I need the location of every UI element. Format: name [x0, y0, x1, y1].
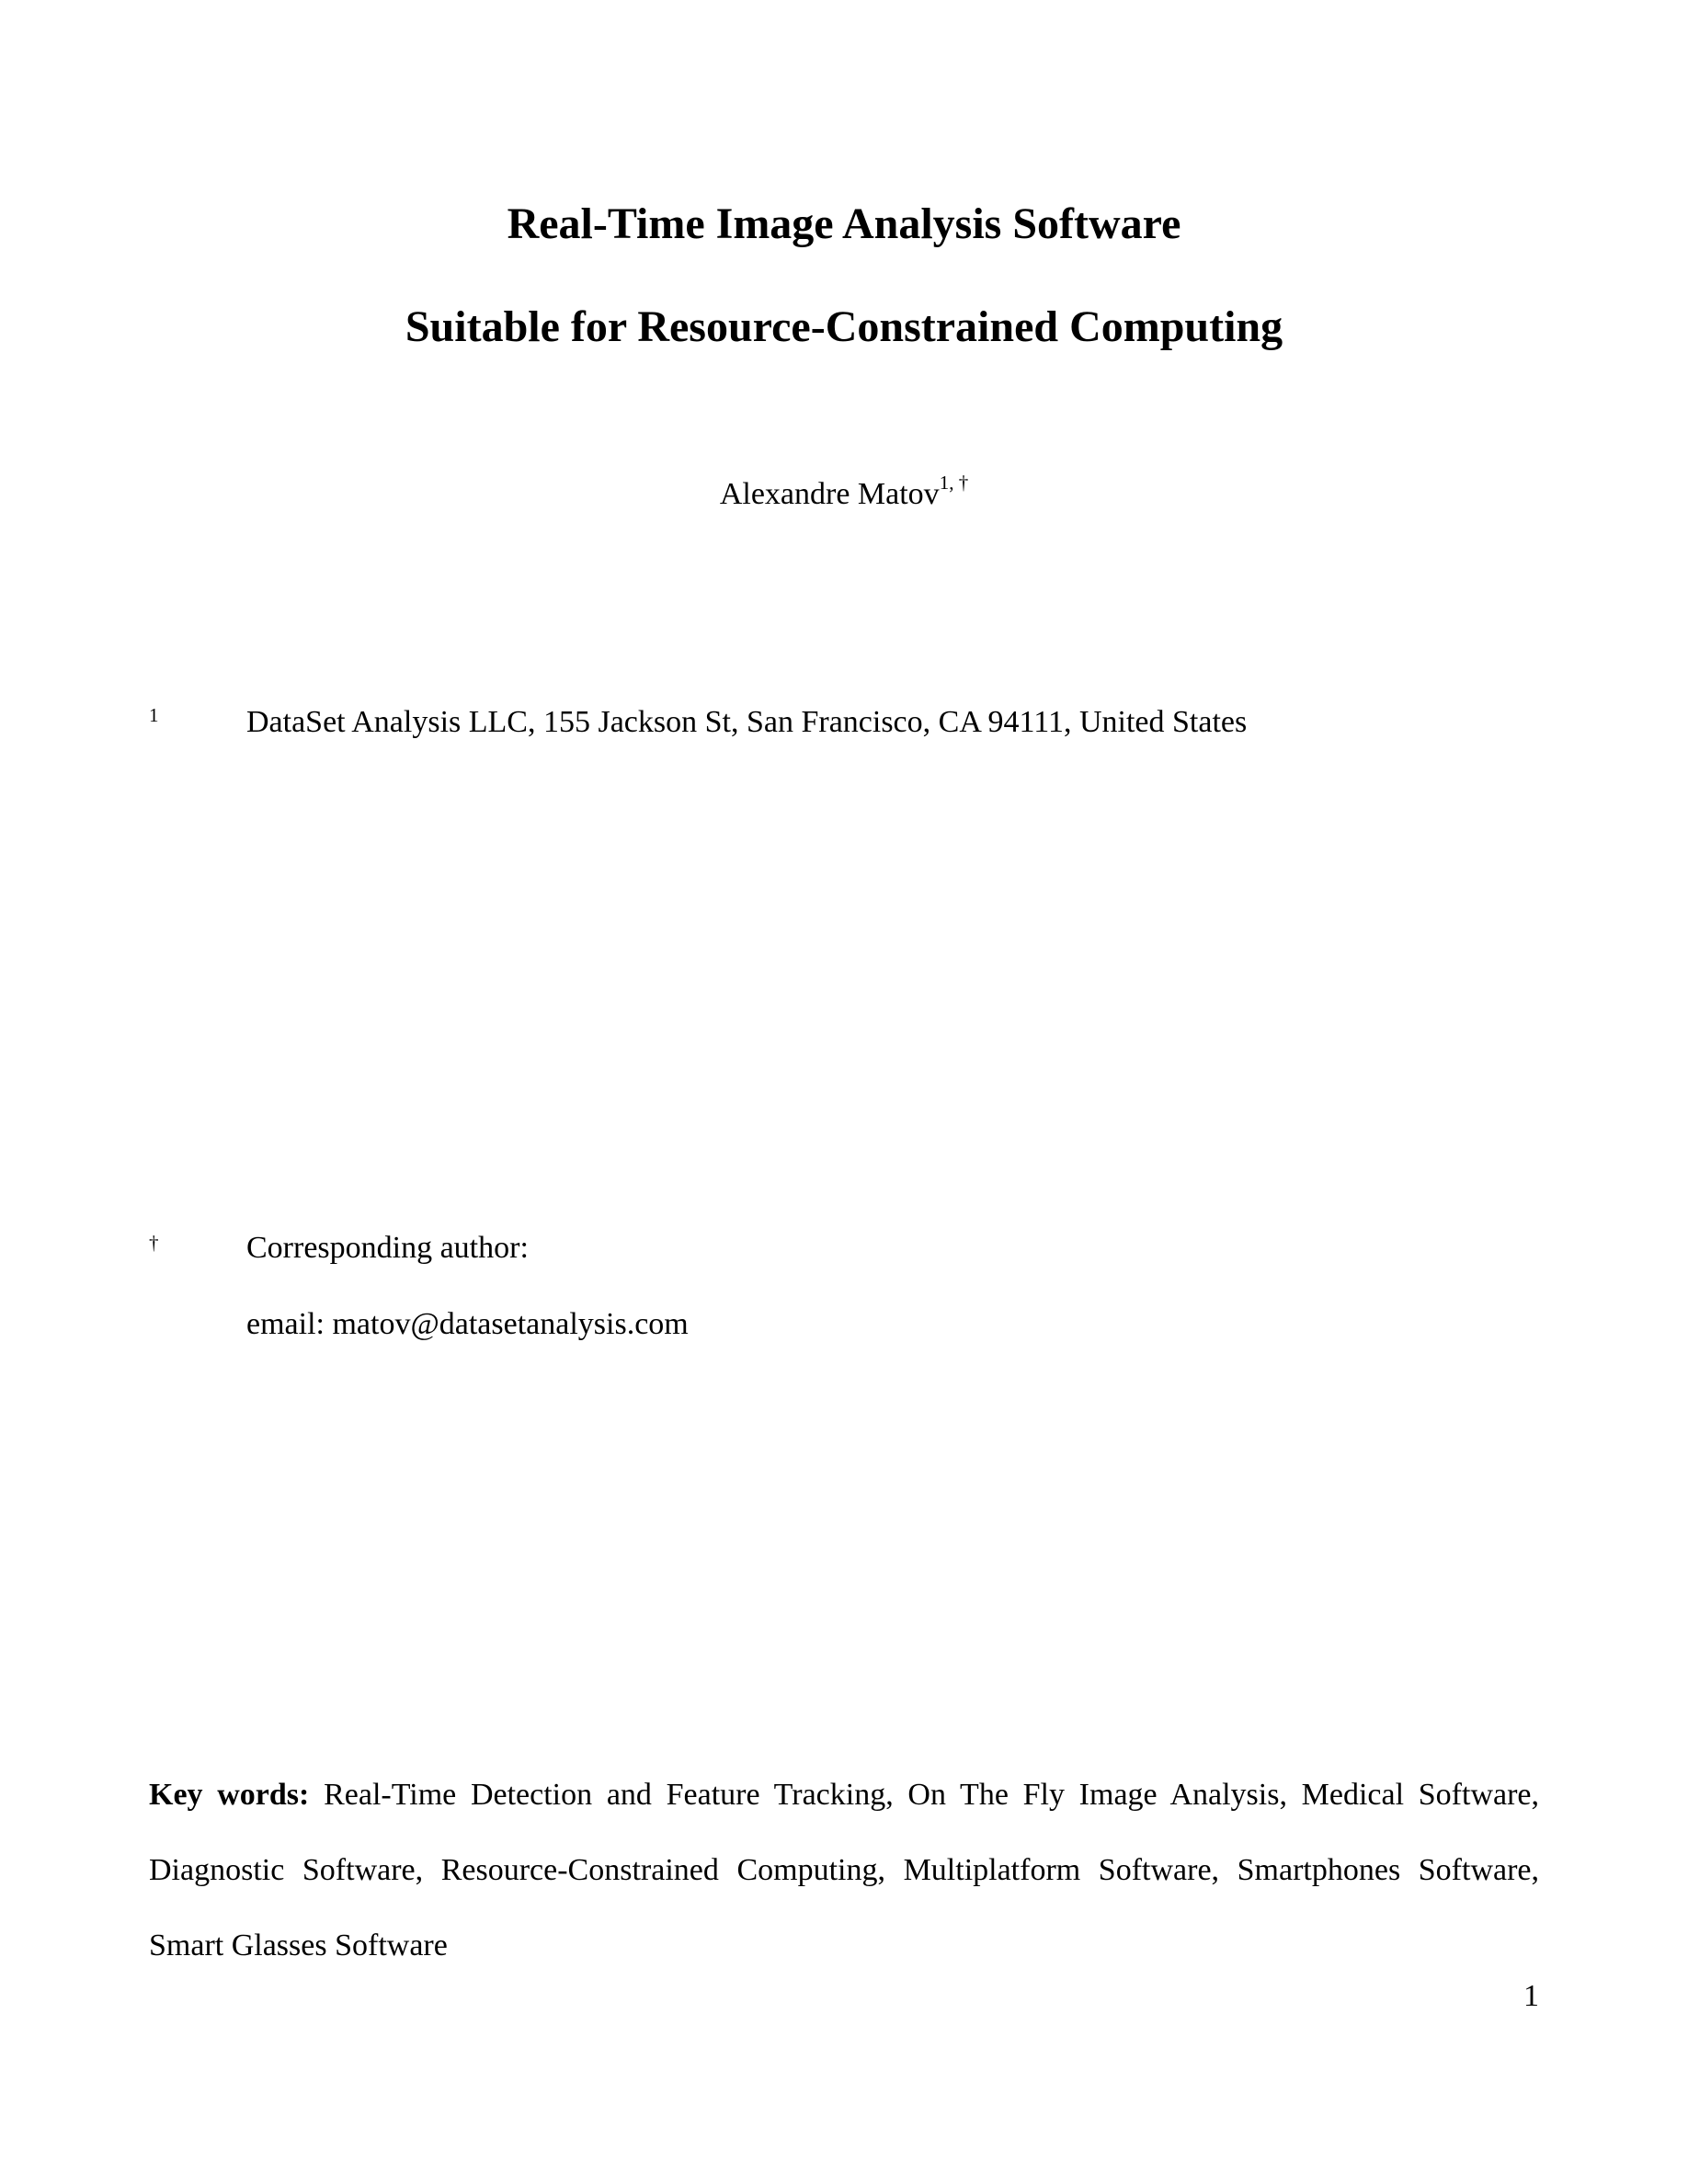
keywords-label: Key words:	[149, 1778, 310, 1812]
author-affiliation-marks: 1, †	[939, 471, 969, 494]
corresponding-email: email: matov@datasetanalysis.com	[246, 1307, 689, 1341]
affiliation-text: DataSet Analysis LLC, 155 Jackson St, San Francisco, CA 94111, United States	[246, 705, 1248, 739]
paper-title-line-1: Real-Time Image Analysis Software	[507, 199, 1181, 248]
corresponding-author-label: Corresponding author:	[246, 1231, 529, 1265]
author-line	[0, 471, 1688, 515]
page-number: 1	[1523, 1979, 1539, 2013]
paper-title-line-2: Suitable for Resource-Constrained Computing	[405, 302, 1283, 351]
affiliation-mark: 1	[149, 704, 159, 726]
author-name: Alexandre Matov	[719, 477, 940, 511]
corresponding-mark: †	[149, 1232, 159, 1254]
keywords-paragraph	[149, 1757, 1539, 1984]
keywords-text: Real-Time Detection and Feature Tracking, On The Fly Image Analysis, Medical Software, Diagnostic Software, Resource-Constrained Computing, Multiplatform Software, Smartphones Software, Smart Glasses Software	[149, 1778, 1539, 1962]
